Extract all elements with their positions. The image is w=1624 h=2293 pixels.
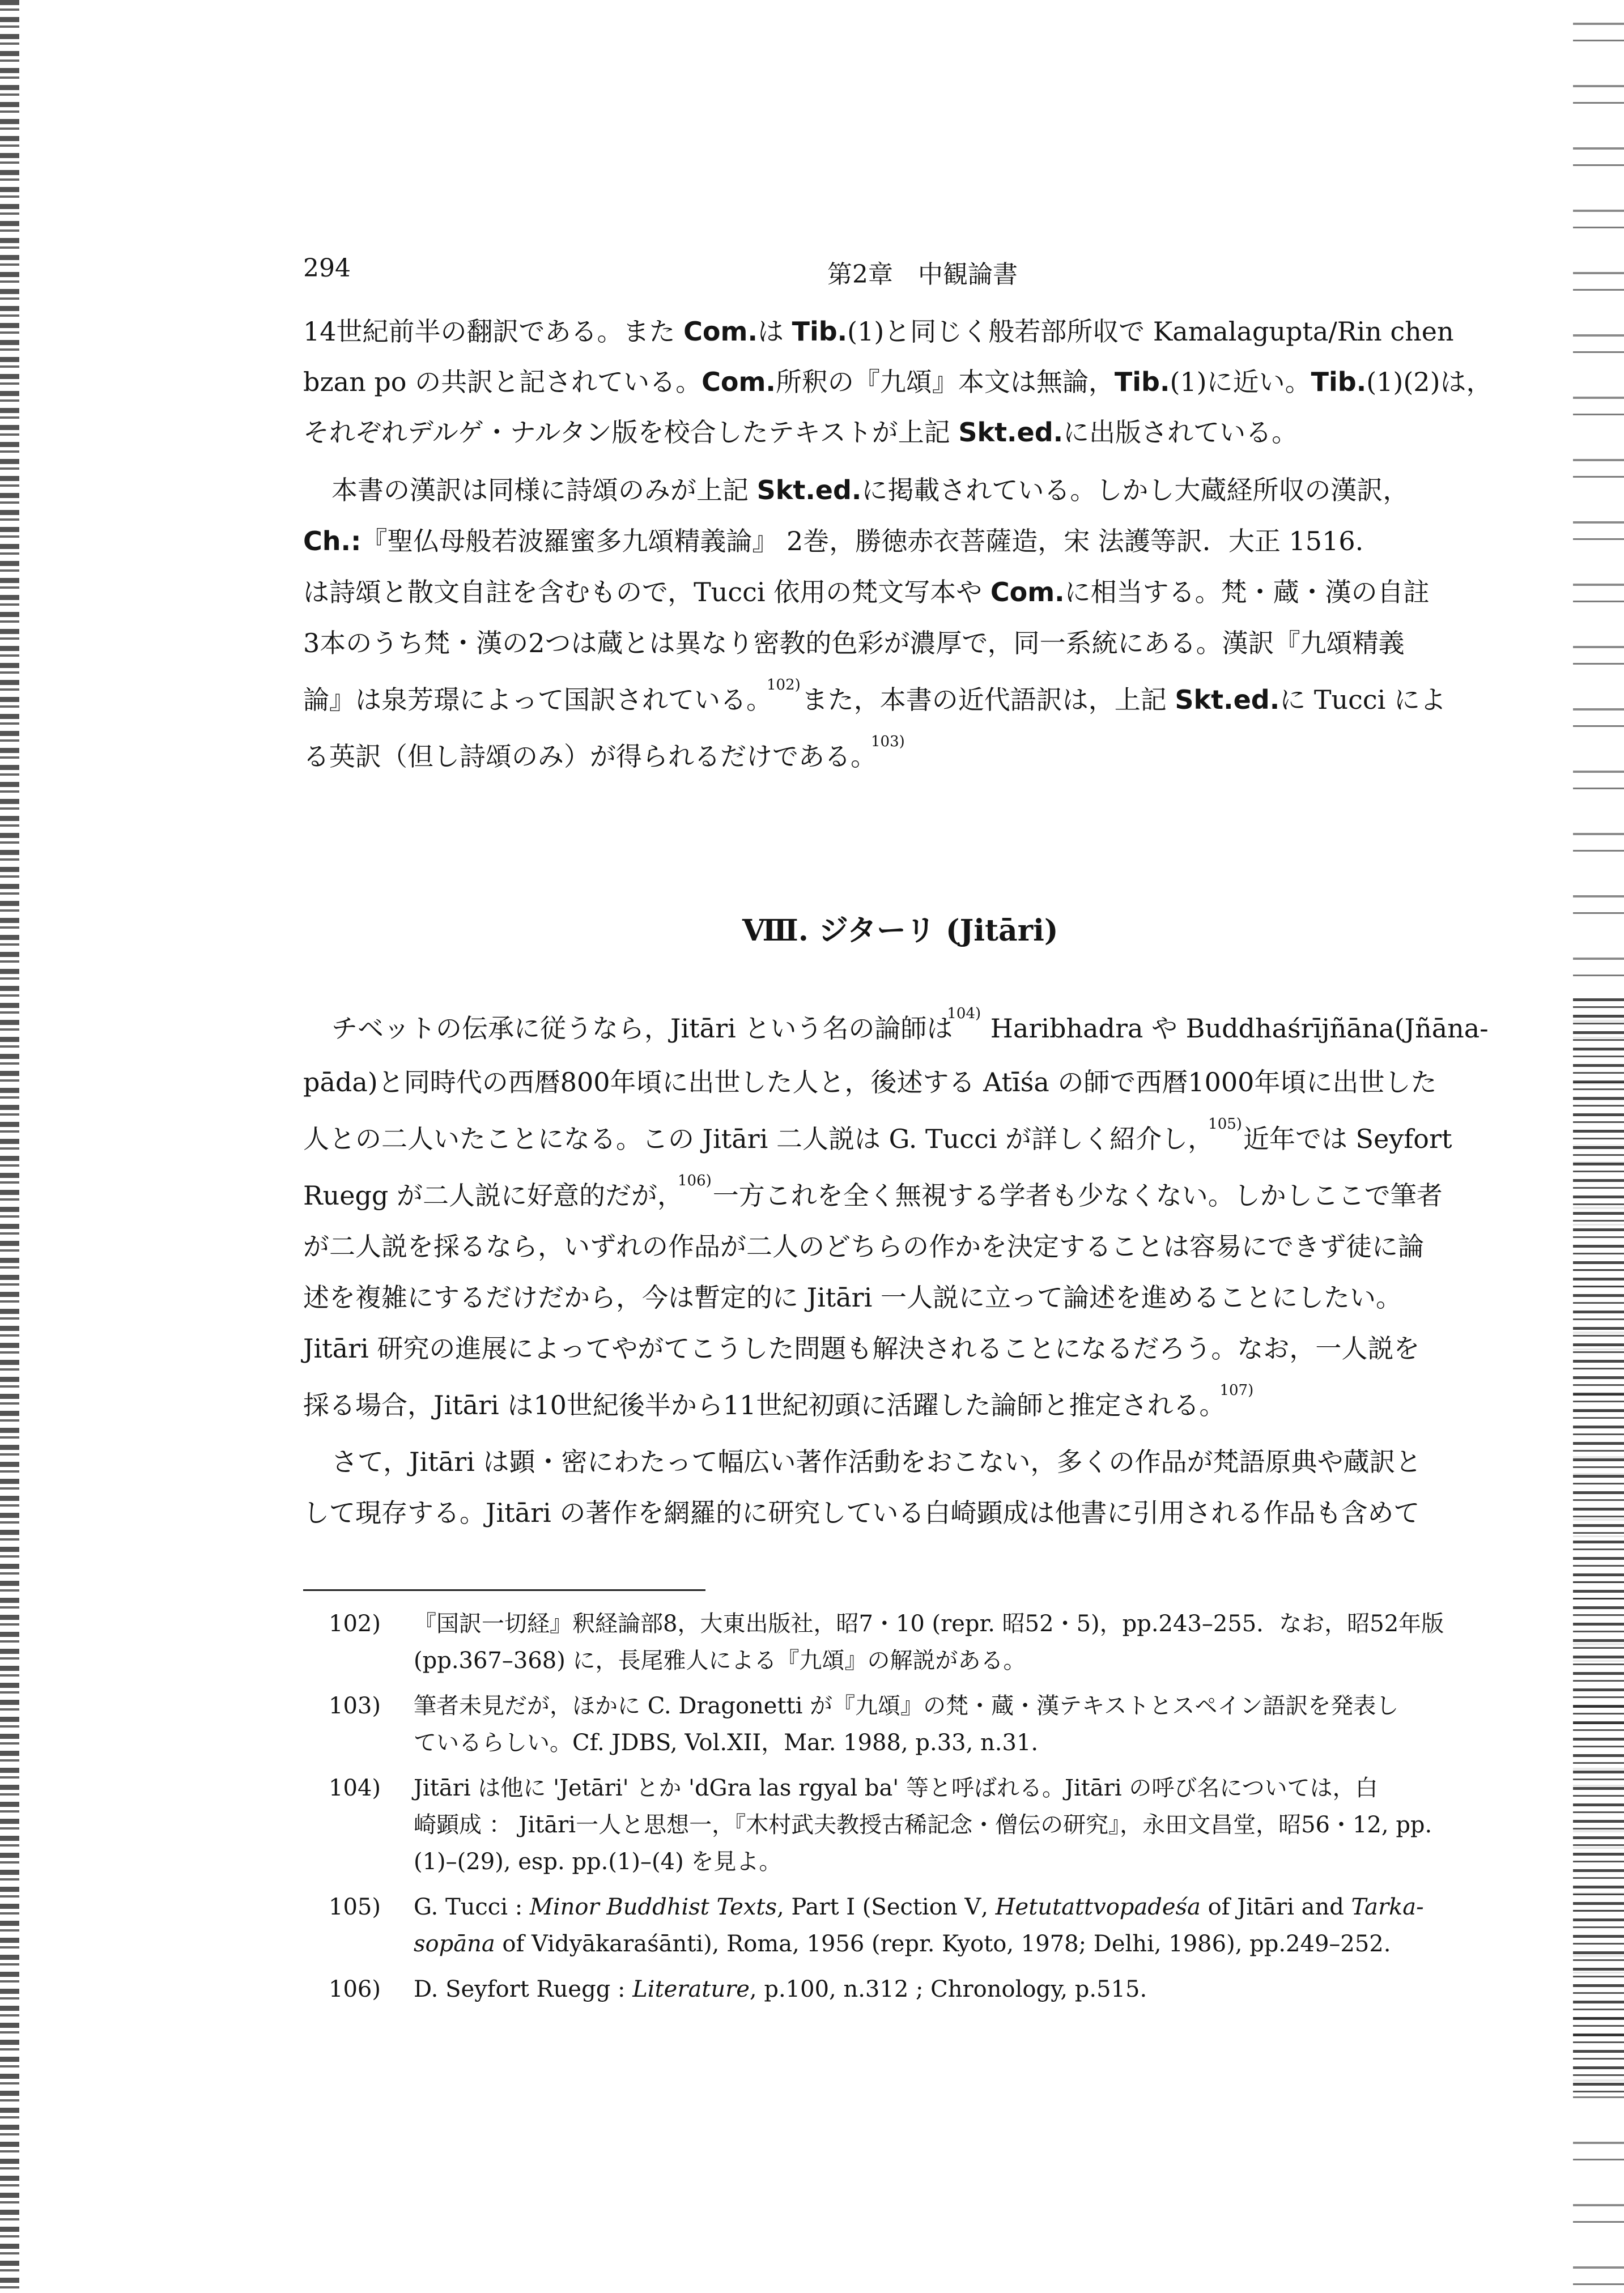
section-heading: Ⅷ. ジターリ (Jitāri) <box>742 913 1058 948</box>
para3-line6: 述を複雑にするだけだから，今は暫定的に Jitāri 一人説に立って論述を進めることにしたい。 <box>303 1282 1402 1313</box>
footnote-divider <box>303 1589 705 1591</box>
running-head: 第2章 中観論書 <box>827 260 1018 289</box>
para3-line2: pāda)と同時代の西暦800年頃に出世した人と，後述する Atīśa の師で西暦1000年頃に出世した <box>303 1067 1437 1097</box>
footnote-104-num: 104) <box>329 1775 381 1801</box>
footnote-ref-105: 105) <box>1208 1116 1242 1133</box>
para1-line2: bzan po の共訳と記されている。Com.所釈の『九頌』本文は無論，Tib.(1)に近い。Tib.(1)(2)は， <box>303 367 1493 397</box>
footnote-105-line1: G. Tucci : Minor Buddhist Texts, Part Ⅰ (Section Ⅴ, Hetutattvopadeśa of Jitāri and Tarka- <box>414 1894 1424 1920</box>
footnote-ref-107: 107) <box>1219 1382 1254 1399</box>
footnote-103-line1: 筆者未見だが，ほかに C. Dragonetti が『九頌』の梵・蔵・漢テキストとスペイン語訳を発表し <box>414 1693 1399 1719</box>
footnote-102-line1: 『国訳一切経』釈経論部8，大東出版社，昭7・10 (repr. 昭52・5)，pp.243–255．なお，昭52年版 <box>414 1611 1444 1637</box>
para4-line2: して現存する。Jitāri の著作を網羅的に研究している白崎顕成は他書に引用される作品も含めて <box>303 1498 1420 1528</box>
para2-line5: 論』は泉芳璟によって国訳されている。$^{102)}$また，本書の近代語訳は，上記 Skt.ed.に Tucci によ <box>303 677 1446 715</box>
footnote-105-num: 105) <box>329 1894 381 1920</box>
footnote-103-line2: ているらしい。Cf. JDBS, Vol.XII，Mar. 1988, p.33, n.31. <box>414 1730 1039 1756</box>
footnote-ref-103: 103) <box>871 733 905 750</box>
footnote-104-line1: Jitāri は他に 'Jetāri' とか 'dGra las rgyal ba' 等と呼ばれる。Jitāri の呼び名については，白 <box>414 1775 1378 1801</box>
scan-edge-right-dense <box>1573 992 1624 2096</box>
footnote-ref-104: 104) <box>947 1005 981 1022</box>
footnote-106-line1: D. Seyfort Ruegg : Literature, p.100, n.312 ; Chronology, p.515. <box>414 1976 1147 2002</box>
page-number: 294 <box>303 254 351 283</box>
footnote-106-num: 106) <box>329 1976 381 2002</box>
scan-edge-left <box>0 0 19 2293</box>
para3-line3: 人との二人いたことになる。この Jitāri 二人説は G. Tucci が詳しく紹介し，$^{105)}$近年では Seyfort <box>303 1116 1452 1154</box>
footnote-102-line2: (pp.367–368) に，長尾雅人による『九頌』の解説がある。 <box>414 1648 1026 1674</box>
para3-line7: Jitāri 研究の進展によってやがてこうした問題も解決されることになるだろう。なお，一人説を <box>303 1333 1420 1364</box>
footnote-105-line2: sopāna of Vidyākaraśānti), Roma, 1956 (repr. Kyoto, 1978; Delhi, 1986), pp.249–252. <box>414 1931 1391 1957</box>
footnote-103-num: 103) <box>329 1693 381 1719</box>
para3-line4: Ruegg が二人説に好意的だが，$^{106)}$一方これを全く無視する学者も少なくない。しかしここで筆者 <box>303 1172 1443 1211</box>
para2-line2: Ch.:『聖仏母般若波羅蜜多九頌精義論』 2巻，勝徳赤衣菩薩造，宋 法護等訳．大正 1516. <box>303 526 1364 556</box>
footnote-104-line3: (1)–(29), esp. pp.(1)–(4) を見よ。 <box>414 1849 782 1875</box>
para2-line3: は詩頌と散文自註を含むもので，Tucci 依用の梵文写本や Com.に相当する。梵・蔵・漢の自註 <box>303 577 1430 607</box>
para2-line6: る英訳（但し詩頌のみ）が得られるだけである。$^{103)}$ <box>303 733 905 772</box>
footnote-102-num: 102) <box>329 1611 381 1637</box>
footnote-ref-102: 102) <box>767 677 801 694</box>
para4-line1: さて，Jitāri は顕・密にわたって幅広い著作活動をおこない，多くの作品が梵語原典や蔵訳と <box>331 1447 1422 1477</box>
footnote-104-line2: 崎顕成 ： Jitāri一人と思想一，『木村武夫教授古稀記念・僧伝の研究』，永田文昌堂，昭56・12, pp. <box>414 1812 1432 1838</box>
para3-line5: が二人説を採るなら，いずれの作品が二人のどちらの作かを決定することは容易にできず徒に論 <box>303 1231 1424 1262</box>
para1-line3: それぞれデルゲ・ナルタン版を校合したテキストが上記 Skt.ed.に出版されている。 <box>303 417 1298 448</box>
para3-line1: チベットの伝承に従うなら，Jitāri という名の論師は$^{104)}$ Haribhadra や Buddhaśrījñāna(Jñāna- <box>331 1005 1489 1044</box>
para2-line1: 本書の漢訳は同様に詩頌のみが上記 Skt.ed.に掲載されている。しかし大蔵経所収の漢訳， <box>331 475 1409 505</box>
para3-line8: 採る場合，Jitāri は10世紀後半から11世紀初頭に活躍した論師と推定される。$^{107)}$ <box>303 1382 1254 1420</box>
footnote-ref-106: 106) <box>678 1172 712 1189</box>
page-header <box>303 254 1514 288</box>
para1-line1: 14世紀前半の翻訳である。また Com.は Tib.(1)と同じく般若部所収で Kamalagupta/Rin chen <box>303 316 1454 347</box>
para2-line4: 3本のうち梵・漢の2つは蔵とは異なり密教的色彩が濃厚で，同一系統にある。漢訳『九頌精義 <box>303 628 1405 658</box>
